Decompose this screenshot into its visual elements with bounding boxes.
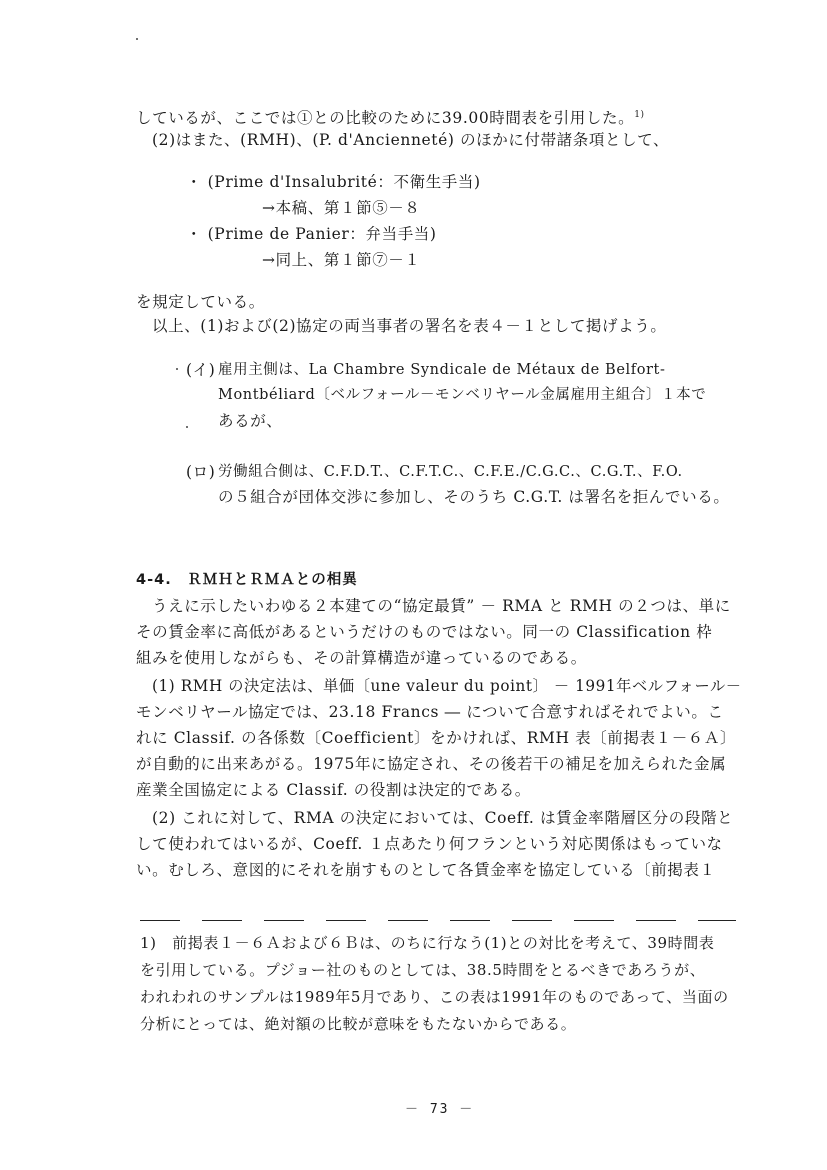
footnote-ref: 1) — [634, 110, 645, 120]
footnote-line: 分析にとっては、絶対額の比較が意味をもたないからである。 — [140, 1015, 577, 1033]
list-item-marker: (イ) — [186, 361, 216, 379]
section-line: (1) RMH の決定法は、単価〔une valeur du point〕 － 1991年ベルフォール－ — [152, 677, 742, 695]
bullet-ref: →本稿、第１節⑤－８ — [262, 199, 421, 217]
footnote-line: われわれのサンプルは1989年5月であり、この表は1991年のものであって、当面の — [140, 988, 729, 1006]
list-item-line: Montbéliard〔ベルフォール－モンベリヤール金属雇用主組合〕１本で — [218, 387, 707, 403]
scan-speck — [186, 426, 188, 428]
bullet-ref: →同上、第１節⑦－１ — [262, 251, 421, 269]
section-line: (2) これに対して、RMA の決定においては、Coeff. は賃金率階層区分の段階と — [152, 809, 734, 827]
section-line: い。むしろ、意図的にそれを崩すものとして各賃金率を協定している〔前掲表１ — [136, 861, 716, 879]
scan-speck — [176, 368, 178, 370]
body-line: (2)はまた、(RMH)、(P. d'Ancienneté) のほかに付帯諸条項として、 — [152, 131, 670, 149]
footnote-line: 1) 前掲表１－６Ａおよび６Ｂは、のちに行なう(1)との対比を考えて、39時間表 — [140, 934, 715, 952]
bullet-text: (Prime d'Insalubrité：不衛生手当) — [207, 173, 481, 191]
bullet-item — [186, 224, 437, 244]
bullet-text: (Prime de Panier：弁当手当) — [207, 225, 437, 243]
section-line: 組みを使用しながらも、その計算構造が違っているのである。 — [136, 649, 587, 667]
section-line: モンベリヤール協定では、23.18 Francs ― について合意すればそれでよい。こ — [136, 703, 724, 721]
section-line: が自動的に出来あがる。1975年に協定され、その後若干の補足を加えられた金属 — [136, 755, 727, 773]
list-item-marker: (ロ) — [186, 463, 216, 481]
bullet-marker: ・ — [186, 173, 203, 191]
section-line: れに Classif. の各係数〔Coefficient〕をかければ、RMH 表〔前掲表１－６Ａ〕 — [136, 729, 737, 747]
bullet-marker: ・ — [186, 225, 203, 243]
body-line: 以上、(1)および(2)協定の両当事者の署名を表４－１として掲げよう。 — [152, 317, 667, 335]
list-item-line: の５組合が団体交渉に参加し、そのうち C.G.T. は署名を拒んでいる。 — [218, 488, 730, 506]
footnote-line: を引用している。プジョー社のものとしては、38.5時間をとるべきであろうが、 — [140, 961, 706, 979]
section-heading: 4-4. ＲＭＨとＲＭＡとの相異 — [136, 572, 358, 588]
section-line: その賃金率に高低があるというだけのものではない。同一の Classification 枠 — [136, 623, 713, 641]
list-item-line: 雇用主側は、La Chambre Syndicale de Métaux de Belfort- — [218, 362, 666, 378]
section-line: うえに示したいわゆる２本建ての“協定最賃” － RMA と RMH の２つは、単に — [152, 597, 731, 615]
scan-speck — [136, 38, 138, 40]
body-line: を規定している。 — [136, 293, 265, 311]
body-text: しているが、ここでは①との比較のために39.00時間表を引用した。 — [136, 109, 635, 128]
list-item-line: あるが、 — [218, 412, 283, 430]
section-line: 産業全国協定による Classif. の役割は決定的である。 — [136, 781, 531, 799]
bullet-item — [186, 172, 481, 192]
footnote-separator — [140, 920, 736, 921]
section-line: して使われてはいるが、Coeff. １点あたり何フランという対応関係はもっていな — [136, 835, 723, 853]
list-item-line: 労働組合側は、C.F.D.T.、C.F.T.C.、C.F.E./C.G.C.、C.G.T.、F.O. — [218, 464, 683, 480]
body-line — [136, 105, 645, 128]
page-number: － 73 － — [405, 1102, 475, 1117]
